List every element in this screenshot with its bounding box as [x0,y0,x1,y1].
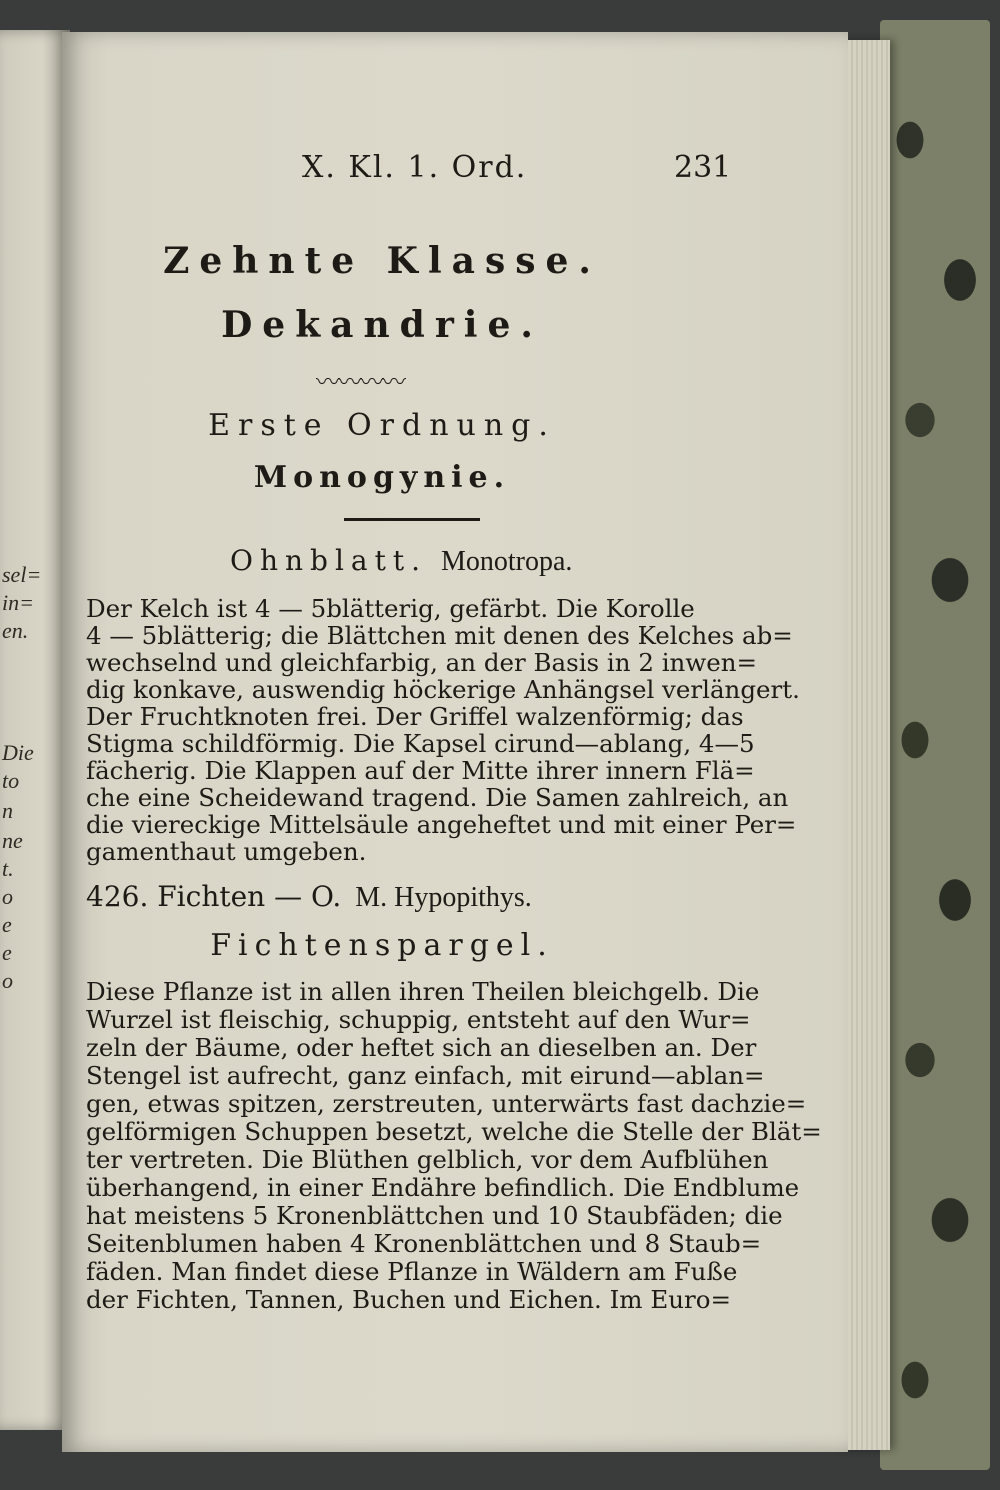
order-name: Monogynie. [253,460,511,495]
species-german: Fichten — O. [157,880,342,913]
left-page-edge [0,30,70,1430]
section-rule [344,518,480,521]
species-common-name: Fichtenspargel. [210,928,554,963]
marbled-cover [880,20,990,1470]
left-page-fragment: t. [2,856,14,881]
left-page-fragment: n [2,798,13,823]
left-page-fragment: to [2,768,20,793]
species-number: 426. [86,880,149,913]
class-name: Dekandrie. [221,304,543,346]
order-title: Erste Ordnung. [208,408,556,443]
genus-latin: Monotropa. [441,546,573,577]
species-latin: M. Hypopithys. [355,882,532,913]
left-page-fragment: en. [2,618,29,643]
ornament-divider: 〰〰〰〰 [316,368,404,396]
left-page-fragment: sel= [2,562,42,587]
left-page-fragment: in= [2,590,34,615]
running-head: X. Kl. 1. Ord. [302,150,528,185]
left-page-fragment: e [2,912,12,937]
left-page-fragment: o [2,968,13,993]
left-page-fragment: ne [2,828,23,853]
book-page: X. Kl. 1. Ord. 231 Zehnte Klasse. Dekandrie. 〰〰〰〰 Erste Ordnung. Monogynie. Ohnblatt. Monotropa. Der Kelch ist 4 — 5blätterig, gefärbt. Die Korolle 4 — 5blätterig; die Blättchen mit denen des Kelches ab= wechselnd und gleichfarbig, an der Basis in 2 inwen= dig konkave, auswendig höckerige Anhängsel verlängert. Der Fruchtknoten frei. Der Griffel walzenförmig; das Stigma schildförmig. Die Kapsel cirund—ablang, 4—5 fächerig. Die Klappen auf der Mitte ihrer innern Flä= che eine Scheidewand tragend. Die Samen zahlreich, an die viereckige Mittelsäule angeheftet und mit einer Per= gamenthaut umgeben. 426. Fichten — O. M. Hypopithys. Fichtenspargel. Diese Pflanze ist in allen ihren Theilen bleichgelb. Die Wurzel ist fleischig, schuppig, entsteht auf den Wur= zeln der Bäume, oder heftet sich an dieselben an. Der Stengel ist aufrecht, ganz einfach, mit eirund—ablan= gen, etwas spitzen, zerstreuten, unterwärts fast dachzie= gelförmigen Schuppen besetzt, welche die Stelle der Blät= ter vertreten. Die Blüthen gelblich, vor dem Aufblühen überhangend, in einer Endähre befindlich. Die Endblume hat meistens 5 Kronenblättchen und 10 Staubfäden; die Seitenblumen haben 4 Kronenblättchen und 8 Staub= fäden. Man findet diese Pflanze in Wäldern am Fuße der Fichten, Tannen, Buchen und Eichen. Im Euro= [62,32,848,1452]
left-page-fragment: Die [2,740,34,765]
left-page-fragment: e [2,940,12,965]
left-page-fragment: o [2,884,13,909]
class-title: Zehnte Klasse. [163,240,601,282]
page-number: 231 [674,150,732,185]
species-heading [86,880,532,914]
genus-german: Ohnblatt. [230,544,427,577]
genus-heading [230,544,572,578]
